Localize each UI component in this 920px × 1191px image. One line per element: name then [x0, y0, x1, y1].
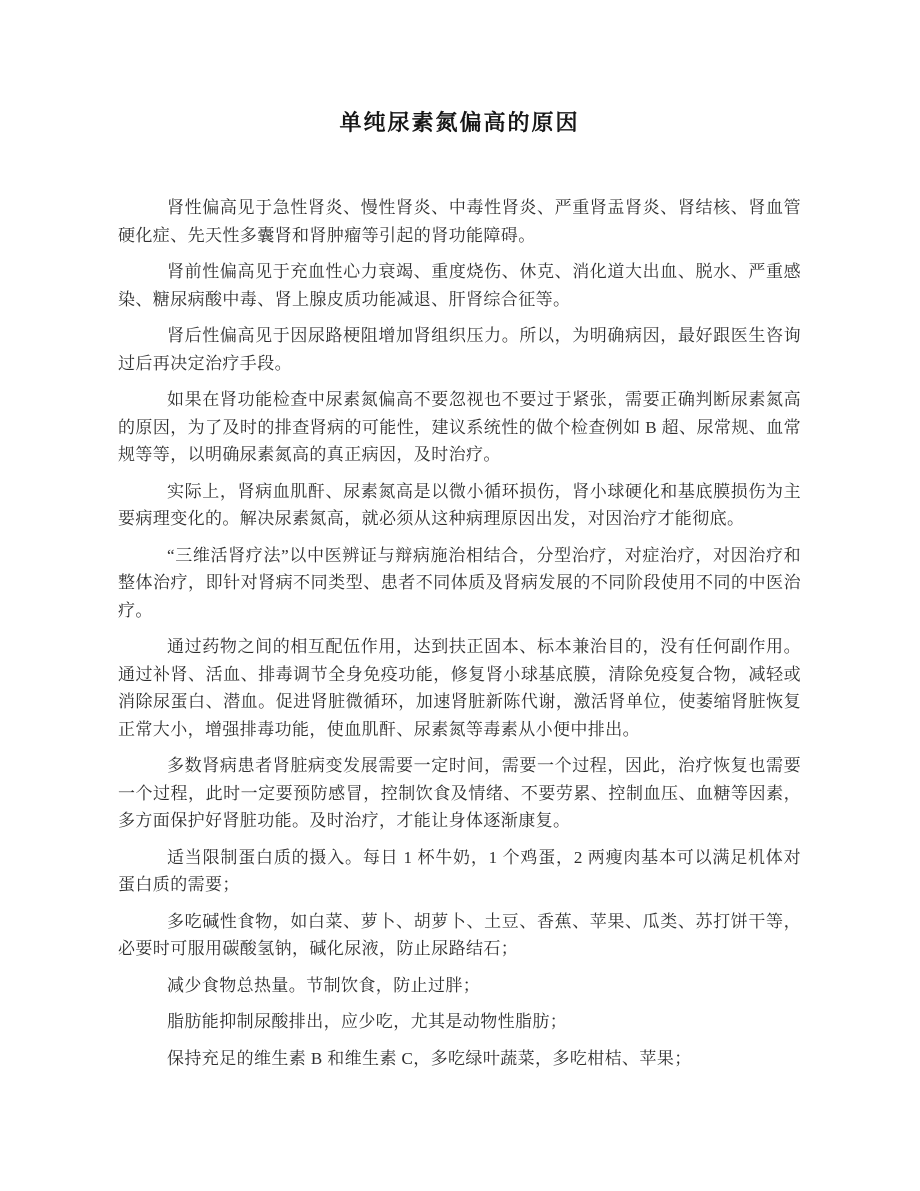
paragraph: 多数肾病患者肾脏病变发展需要一定时间，需要一个过程，因此，治疗恢复也需要一个过程，此时一定要预防感冒，控制饮食及情绪、不要劳累、控制血压、血糖等因素，多方面保护好肾脏功能。及时治疗，才能让身体逐渐康复。 — [118, 756, 801, 830]
paragraph: “三维活肾疗法”以中医辨证与辩病施治相结合，分型治疗，对症治疗，对因治疗和整体治疗，即针对肾病不同类型、患者不同体质及肾病发展的不同阶段使用不同的中医治疗。 — [118, 545, 801, 620]
paragraph: 脂肪能抑制尿酸排出，应少吃，尤其是动物性脂肪； — [167, 1012, 568, 1031]
paragraph: 通过药物之间的相互配伍作用，达到扶正固本、标本兼治目的，没有任何副作用。通过补肾、活血、排毒调节全身免疫功能，修复肾小球基底膜，清除免疫复合物，减轻或消除尿蛋白、潜血。促进肾脏微循环，加速肾脏新陈代谢，激活肾单位，使萎缩肾脏恢复正常大小，增强排毒功能，使血肌酐、尿素氮等毒素从小便中排出。 — [118, 637, 801, 739]
paragraph: 肾性偏高见于急性肾炎、慢性肾炎、中毒性肾炎、严重肾盂肾炎、肾结核、肾血管硬化症、先天性多囊肾和肾肿瘤等引起的肾功能障碍。 — [118, 198, 801, 245]
paragraph: 多吃碱性食物，如白菜、萝卜、胡萝卜、土豆、香蕉、苹果、瓜类、苏打饼干等，必要时可服用碳酸氢钠，碱化尿液，防止尿路结石； — [118, 911, 801, 958]
paragraph: 实际上，肾病血肌酐、尿素氮高是以微小循环损伤，肾小球硬化和基底膜损伤为主要病理变化的。解决尿素氮高，就必须从这种病理原因出发，对因治疗才能彻底。 — [118, 481, 801, 528]
paragraph: 减少食物总热量。节制饮食，防止过胖； — [167, 975, 481, 995]
document-title: 单纯尿素氮偏高的原因 — [339, 110, 580, 135]
paragraph: 如果在肾功能检查中尿素氮偏高不要忽视也不要过于紧张，需要正确判断尿素氮高的原因，为了及时的排查肾病的可能性，建议系统性的做个检查例如 B 超、尿常规、血常规等等，以明确尿素氮高的真正病因，及时治疗。 — [118, 390, 801, 464]
paragraph: 适当限制蛋白质的摄入。每日 1 杯牛奶，1 个鸡蛋，2 两瘦肉基本可以满足机体对蛋白质的需要； — [118, 847, 801, 894]
paragraph: 保持充足的维生素 B 和维生素 C，多吃绿叶蔬菜，多吃柑桔、苹果； — [167, 1048, 692, 1068]
paragraph: 肾后性偏高见于因尿路梗阻增加肾组织压力。所以，为明确病因，最好跟医生咨询过后再决定治疗手段。 — [118, 326, 801, 373]
paragraph: 肾前性偏高见于充血性心力衰竭、重度烧伤、休克、消化道大出血、脱水、严重感染、糖尿病酸中毒、肾上腺皮质功能减退、肝肾综合征等。 — [118, 262, 801, 309]
document-body — [118, 194, 801, 1072]
